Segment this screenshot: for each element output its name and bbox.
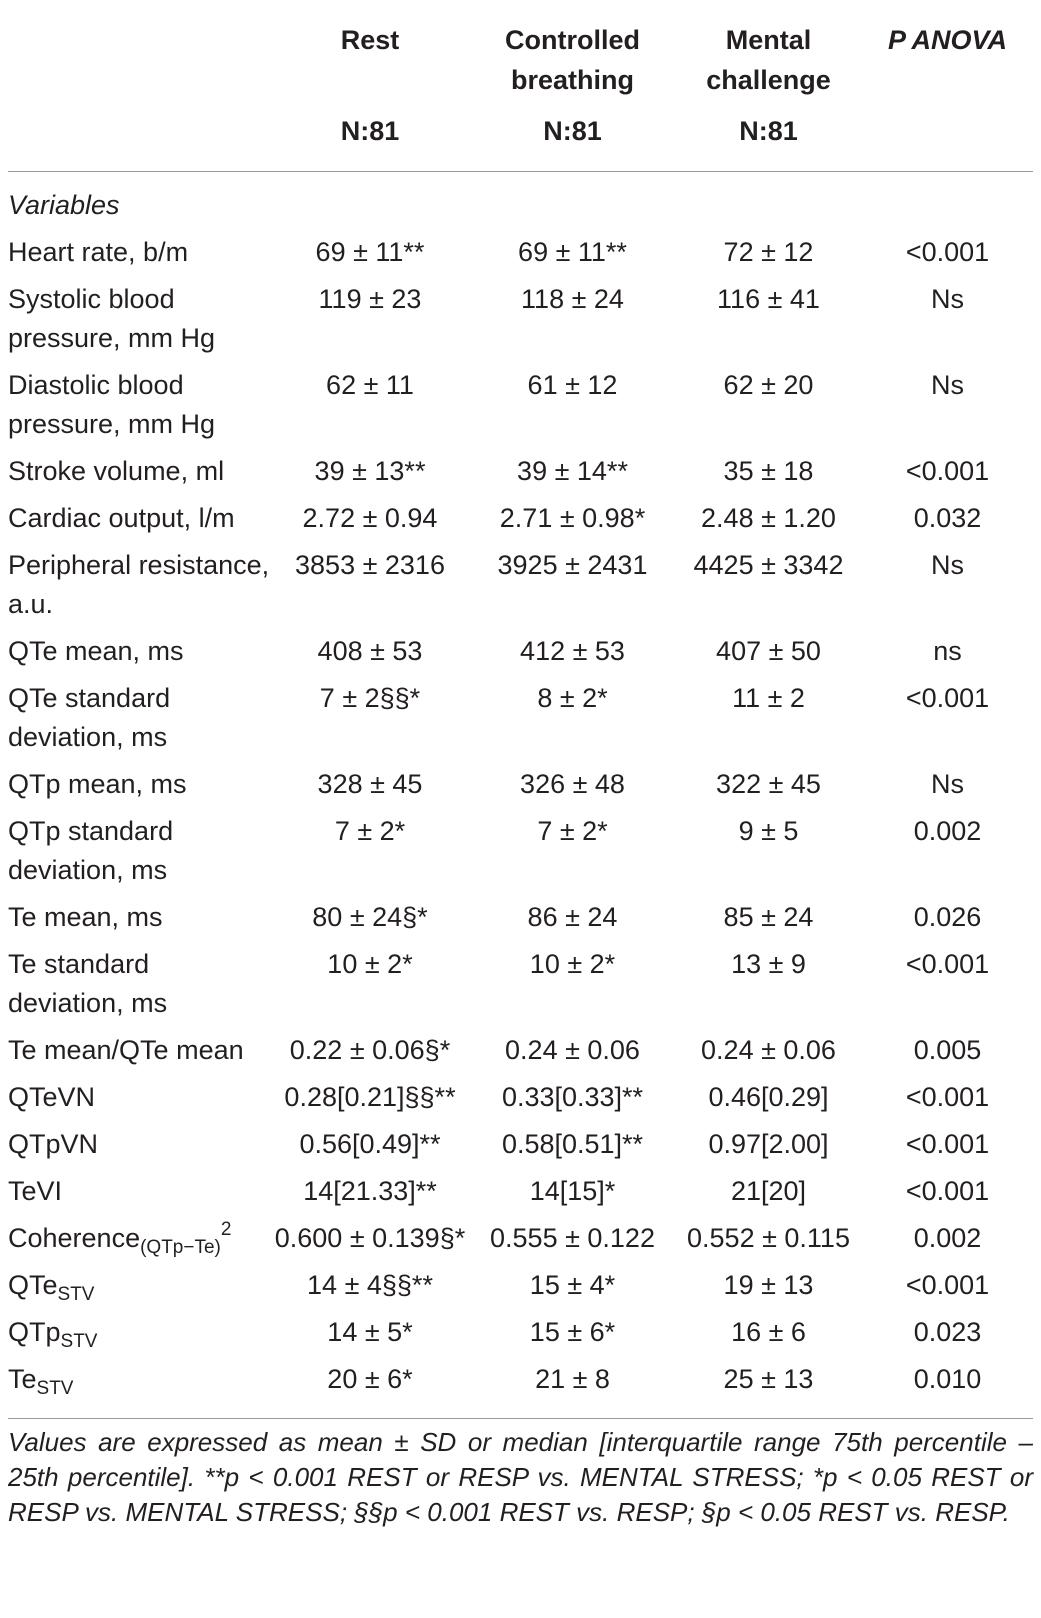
section-label: Variables	[8, 190, 120, 220]
label-subscript: STV	[36, 1378, 74, 1399]
row-label: QTp standard deviation, ms	[8, 816, 174, 885]
table-header	[8, 0, 1033, 172]
table-row	[8, 495, 1033, 542]
value-controlled: 412 ± 53	[520, 636, 625, 666]
value-rest: 62 ± 11	[326, 370, 414, 400]
row-label: TeVI	[8, 1176, 63, 1206]
value-mental: 16 ± 6	[731, 1317, 806, 1347]
value-p-anova: 0.010	[913, 1364, 982, 1394]
value-p-anova: Ns	[931, 370, 964, 400]
value-rest: 2.72 ± 0.94	[302, 503, 438, 533]
value-rest: 20 ± 6*	[327, 1364, 413, 1394]
header-rest: Rest	[340, 25, 400, 55]
row-label: Cardiac output, l/m	[8, 503, 235, 533]
value-controlled: 86 ± 24	[527, 902, 618, 932]
value-rest: 408 ± 53	[317, 636, 423, 666]
value-controlled: 2.71 ± 0.98*	[499, 503, 646, 533]
value-controlled: 21 ± 8	[535, 1364, 610, 1394]
row-label: Te mean/QTe mean	[8, 1035, 244, 1065]
label-base: QTe	[8, 1270, 58, 1300]
row-label: QTp mean, ms	[8, 769, 187, 799]
value-p-anova: 0.002	[913, 1223, 982, 1253]
label-subscript: STV	[57, 1284, 95, 1305]
value-p-anova: 0.005	[913, 1035, 982, 1065]
value-rest: 0.56[0.49]**	[299, 1129, 441, 1159]
row-label: QTeVN	[8, 1082, 96, 1112]
value-rest: 328 ± 45	[317, 769, 423, 799]
value-mental: 19 ± 13	[723, 1270, 814, 1300]
value-mental: 9 ± 5	[738, 816, 799, 846]
value-p-anova: <0.001	[905, 1270, 990, 1300]
value-rest: 0.22 ± 0.06§*	[289, 1035, 451, 1065]
value-p-anova: 0.023	[913, 1317, 982, 1347]
table-row	[8, 941, 1033, 1027]
table-row	[8, 1262, 1033, 1309]
value-mental: 85 ± 24	[723, 902, 814, 932]
value-mental: 13 ± 9	[731, 949, 806, 979]
value-rest: 0.28[0.21]§§**	[284, 1082, 456, 1112]
header-blank-n	[8, 100, 270, 172]
value-controlled: 0.24 ± 0.06	[505, 1035, 640, 1065]
results-table	[8, 0, 1033, 1409]
value-p-anova: Ns	[931, 550, 964, 580]
table-row	[8, 362, 1033, 448]
value-rest: 119 ± 23	[318, 284, 422, 314]
value-p-anova: <0.001	[905, 237, 990, 267]
row-label: Te standard deviation, ms	[8, 949, 168, 1018]
value-mental: 72 ± 12	[723, 237, 814, 267]
value-rest: 39 ± 13**	[314, 456, 426, 486]
label-subscript: (QTp−Te)	[140, 1237, 221, 1258]
value-controlled: 0.58[0.51]**	[501, 1129, 644, 1159]
value-controlled: 3925 ± 2431	[497, 550, 648, 580]
value-mental: 322 ± 45	[716, 769, 821, 799]
value-rest: 0.600 ± 0.139§*	[274, 1223, 466, 1253]
value-mental: 25 ± 13	[723, 1364, 814, 1394]
row-label: Heart rate, b/m	[8, 237, 189, 267]
header-p-n	[862, 100, 1033, 172]
table-row	[8, 808, 1033, 894]
label-base: QTp	[8, 1317, 61, 1347]
row-label: QTe standard deviation, ms	[8, 683, 171, 752]
table-row	[8, 229, 1033, 276]
value-p-anova: 0.026	[913, 902, 982, 932]
table-row	[8, 1027, 1033, 1074]
row-label: Peripheral resistance, a.u.	[8, 550, 270, 619]
header-p-anova: P ANOVA	[887, 25, 1007, 55]
header-mental-challenge: Mental challenge	[706, 25, 831, 95]
table-footnote: Values are expressed as mean ± SD or median [interquartile range 75th percentile – 25th percentile]. **p < 0.001 REST or RESP vs. MENTAL STRESS; *p < 0.05 REST or RESP vs. MENTAL STRESS; §§p < 0.001 REST vs. RESP; §p < 0.05 REST vs. RESP.	[8, 1418, 1033, 1530]
value-p-anova: <0.001	[905, 1082, 990, 1112]
value-mental: 0.46[0.29]	[708, 1082, 829, 1112]
value-rest: 80 ± 24§*	[312, 902, 428, 932]
value-mental: 0.552 ± 0.115	[687, 1223, 850, 1253]
row-label	[8, 1356, 270, 1409]
value-controlled: 7 ± 2*	[537, 816, 608, 846]
row-label: QTpVN	[8, 1129, 99, 1159]
value-p-anova: <0.001	[905, 683, 990, 713]
value-controlled: 15 ± 6*	[529, 1317, 616, 1347]
value-mental: 11 ± 2	[732, 683, 805, 713]
table-row-coherence	[8, 1215, 1033, 1262]
value-controlled: 0.33[0.33]**	[501, 1082, 644, 1112]
row-label: Stroke volume, ml	[8, 456, 225, 486]
value-mental: 62 ± 20	[723, 370, 814, 400]
value-controlled: 118 ± 24	[521, 284, 624, 314]
value-rest: 14 ± 4§§**	[307, 1270, 433, 1300]
header-controlled-n: N:81	[470, 100, 675, 172]
value-controlled: 39 ± 14**	[517, 456, 628, 486]
table-row	[8, 628, 1033, 675]
table-row	[8, 1121, 1033, 1168]
row-label: Te mean, ms	[8, 902, 163, 932]
row-label	[8, 1215, 270, 1262]
value-controlled: 14[15]*	[529, 1176, 616, 1206]
value-rest: 3853 ± 2316	[295, 550, 445, 580]
section-row	[8, 172, 1033, 230]
value-mental: 0.24 ± 0.06	[701, 1035, 836, 1065]
value-mental: 21[20]	[730, 1176, 807, 1206]
value-p-anova: ns	[933, 636, 962, 666]
table-body	[8, 172, 1033, 1410]
label-superscript: 2	[220, 1219, 232, 1240]
value-rest: 69 ± 11**	[315, 237, 425, 267]
value-controlled: 0.555 ± 0.122	[490, 1223, 655, 1253]
table-row	[8, 276, 1033, 362]
header-mental-n: N:81	[675, 100, 862, 172]
header-rest-n: N:81	[270, 100, 470, 172]
value-mental: 2.48 ± 1.20	[701, 503, 836, 533]
table-row	[8, 542, 1033, 628]
value-p-anova: <0.001	[905, 1129, 990, 1159]
label-base: Coherence	[8, 1223, 141, 1253]
table-row	[8, 1168, 1033, 1215]
row-label	[8, 1309, 270, 1356]
value-p-anova: 0.002	[913, 816, 982, 846]
label-base: Te	[8, 1364, 37, 1394]
row-label: QTe mean, ms	[8, 636, 184, 666]
table-row	[8, 761, 1033, 808]
header-blank	[8, 0, 270, 100]
header-controlled-breathing: Controlled breathing	[505, 25, 640, 95]
row-label	[8, 1262, 270, 1309]
value-controlled: 8 ± 2*	[537, 683, 608, 713]
value-rest: 14[21.33]**	[303, 1176, 437, 1206]
table-row	[8, 448, 1033, 495]
value-p-anova: Ns	[931, 769, 964, 799]
value-p-anova: <0.001	[905, 949, 990, 979]
table-row	[8, 1356, 1033, 1409]
value-mental: 407 ± 50	[716, 636, 821, 666]
value-controlled: 61 ± 12	[527, 370, 618, 400]
value-controlled: 326 ± 48	[520, 769, 625, 799]
value-p-anova: <0.001	[905, 1176, 990, 1206]
value-controlled: 69 ± 11**	[518, 237, 627, 267]
value-rest: 7 ± 2*	[334, 816, 406, 846]
value-mental: 4425 ± 3342	[693, 550, 844, 580]
value-controlled: 15 ± 4*	[529, 1270, 616, 1300]
value-rest: 7 ± 2§§*	[319, 683, 421, 713]
table-row	[8, 1309, 1033, 1356]
row-label: Diastolic blood pressure, mm Hg	[8, 370, 216, 439]
table-row	[8, 894, 1033, 941]
value-mental: 35 ± 18	[723, 456, 814, 486]
value-p-anova: <0.001	[905, 456, 990, 486]
value-mental: 0.97[2.00]	[708, 1129, 829, 1159]
value-rest: 10 ± 2*	[327, 949, 413, 979]
value-controlled: 10 ± 2*	[529, 949, 616, 979]
value-mental: 116 ± 41	[717, 284, 820, 314]
row-label: Systolic blood pressure, mm Hg	[8, 284, 216, 353]
value-p-anova: 0.032	[913, 503, 982, 533]
label-subscript: STV	[60, 1331, 98, 1352]
table-row	[8, 1074, 1033, 1121]
table-row	[8, 675, 1033, 761]
value-p-anova: Ns	[931, 284, 964, 314]
value-rest: 14 ± 5*	[327, 1317, 413, 1347]
